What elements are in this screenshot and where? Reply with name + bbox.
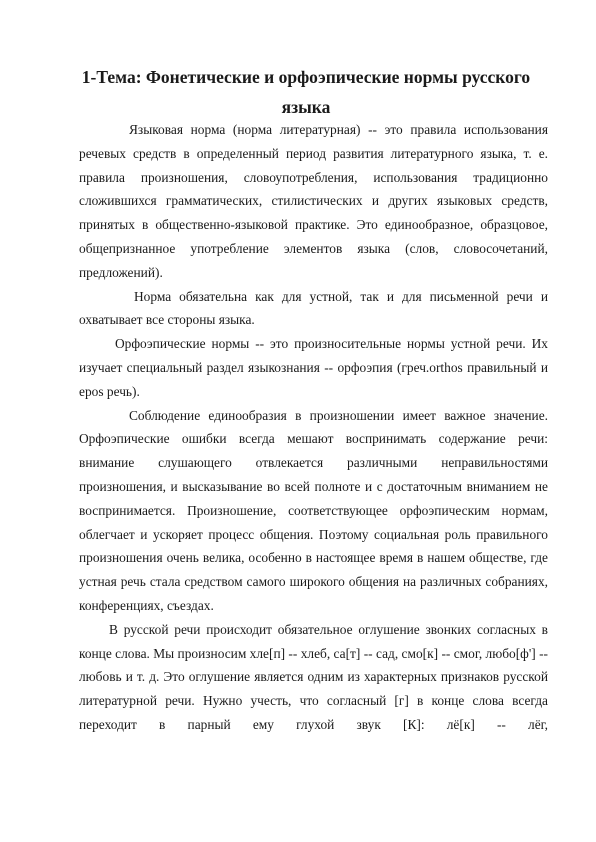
paragraph-language-norm: Языковая норма (норма литературная) -- это правила использования речевых средств в определенный период развития литературного языка, т. е. правила произношения, словоупотребления, использования традиционно сложившихся грамматических, стилистических и других языковых средств, принятых в общественно-языковой практике. Это единообразное, образцовое, общепризнанное употребление элементов языка (слов, словосочетаний, предложений). (79, 122, 548, 280)
paragraph-orthoepic-norms: Орфоэпические нормы -- это произносительные нормы устной речи. Их изучает специальный раздел языкознания -- орфоэпия (греч.orthos правильный и epos речь). (79, 336, 548, 399)
paragraph-norm-obligatory: Норма обязательна как для устной, так и для письменной речи и охватывает все стороны языка. (79, 288, 548, 328)
document-body (79, 118, 548, 737)
page-title: 1-Тема: Фонетические и орфоэпические нормы русского языка (81, 67, 531, 117)
paragraph-consonant-devoicing: В русской речи происходит обязательное оглушение звонких согласных в конце слова. Мы произносим хле[п] -- хлеб, са[т] -- сад, смо[к] -- смог, любо[ф'] -- любовь и т. д. Это оглушение является одним из характерных признаков русской литературной речи. Нужно учесть, что согласный [г] в конце слова всегда переходит в парный ему глухой звук [К]: лё[к] -- лёг, (79, 621, 548, 732)
paragraph-pronunciation-uniformity: Соблюдение единообразия в произношении имеет важное значение. Орфоэпические ошибки всегда мешают воспринимать содержание речи: внимание слушающего отвлекается различными неправильностями произношения, и высказывание во всей полноте и с достаточным вниманием не воспринимается. Произношение, соответствующее орфоэпическим нормам, облегчает и ускоряет процесс общения. Поэтому социальная роль правильного произношения очень велика, особенно в настоящее время в нашем обществе, где устная речь стала средством самого широкого общения на различных собраниях, конференциях, съездах. (79, 407, 548, 613)
